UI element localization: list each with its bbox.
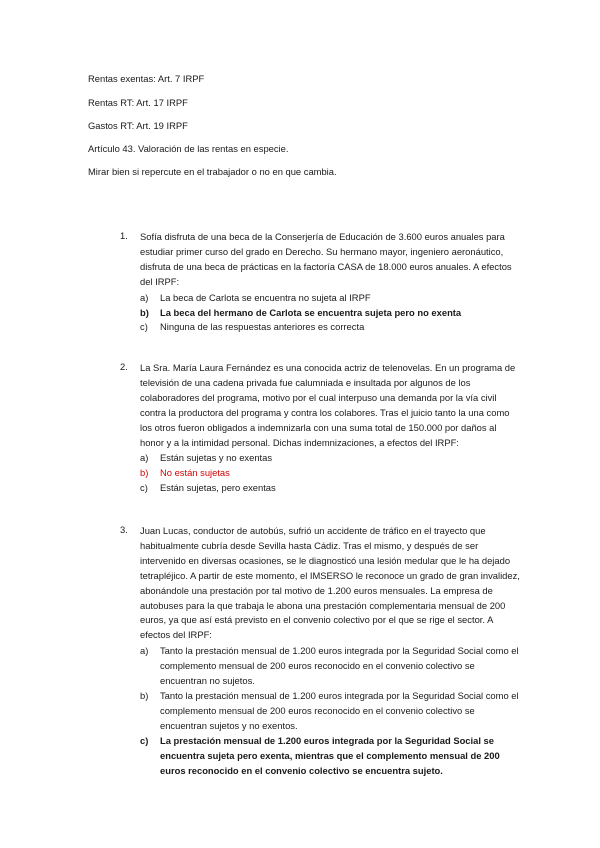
question-text: Juan Lucas, conductor de autobús, sufrió un accidente de tráfico en el trayecto que habitualmente cubría desde Sevilla hasta Cádiz. Tras el mismo, y después de ser intervenido en diversas ocasiones, se le diagnosticó una lesión medular que le ha dejado tetrapléjico. A partir de este momento, el IMSERSO le reconoce un grado de gran invalidez, abonándole una prestación por tal motivo de 1.200 euros mensuales. La empresa de autobuses para la que trabaja le abona una prestación complementaria mensual de 200 euros, ya que así está previsto en el convenio colectivo por el que se rige el sector. A efectos del IRPF: bbox=[140, 525, 520, 641]
option-a bbox=[140, 451, 520, 466]
question-2 bbox=[120, 361, 520, 496]
option-a bbox=[140, 644, 520, 689]
question-number: 3. bbox=[120, 524, 128, 535]
option-letter: a) bbox=[140, 645, 149, 657]
option-letter: a) bbox=[140, 291, 149, 303]
option-text: Están sujetas, pero exentas bbox=[160, 482, 276, 494]
option-text: La beca de Carlota se encuentra no sujeta al IRPF bbox=[160, 291, 371, 303]
note-rentas-exentas: Rentas exentas: Art. 7 IRPF bbox=[88, 73, 205, 84]
option-text: La prestación mensual de 1.200 euros integrada por la Seguridad Social se encuentra sujeta pero exenta, mientras que el complemento mensual de 200 euros reconocido en el convenio colectivo se encuentra sujeto. bbox=[160, 734, 500, 776]
option-b-highlighted bbox=[140, 466, 520, 481]
question-1 bbox=[120, 230, 520, 335]
option-a bbox=[140, 291, 520, 306]
option-text: Ninguna de las respuestas anteriores es correcta bbox=[160, 321, 365, 333]
answer-options bbox=[140, 291, 520, 336]
answer-options bbox=[140, 451, 520, 496]
note-articulo-43: Artículo 43. Valoración de las rentas en especie. bbox=[88, 143, 289, 154]
note-rentas-rt: Rentas RT: Art. 17 IRPF bbox=[88, 97, 188, 108]
option-letter: c) bbox=[140, 482, 148, 494]
question-number: 2. bbox=[120, 361, 128, 372]
note-gastos-rt: Gastos RT: Art. 19 IRPF bbox=[88, 120, 188, 131]
option-c-selected bbox=[140, 734, 520, 779]
option-c bbox=[140, 481, 520, 496]
option-text: La beca del hermano de Carlota se encuentra sujeta pero no exenta bbox=[160, 306, 462, 318]
option-text: Tanto la prestación mensual de 1.200 euros integrada por la Seguridad Social como el complemento mensual de 200 euros reconocido en el convenio colectivo se encuentran sujetos y no exentos. bbox=[160, 689, 519, 731]
option-letter: b) bbox=[140, 689, 149, 701]
option-b bbox=[140, 689, 520, 734]
option-letter: b) bbox=[140, 306, 149, 318]
question-number: 1. bbox=[120, 230, 128, 241]
option-text: No están sujetas bbox=[160, 467, 230, 479]
answer-options bbox=[140, 644, 520, 778]
question-text: Sofía disfruta de una beca de la Conserjería de Educación de 3.600 euros anuales para estudiar primer curso del grado en Derecho. Su hermano mayor, ingeniero aeronáutico, disfruta de una beca de prácticas en la factoría CASA de 18.000 euros anuales. A efectos del IRPF: bbox=[140, 231, 512, 287]
option-letter: b) bbox=[140, 467, 149, 479]
option-text: Están sujetas y no exentas bbox=[160, 452, 273, 464]
option-letter: c) bbox=[140, 734, 149, 746]
option-c bbox=[140, 320, 520, 335]
option-letter: a) bbox=[140, 452, 149, 464]
option-b-selected bbox=[140, 306, 520, 321]
option-letter: c) bbox=[140, 321, 148, 333]
option-text: Tanto la prestación mensual de 1.200 euros integrada por la Seguridad Social como el complemento mensual de 200 euros reconocido en el convenio colectivo se encuentran no sujetos. bbox=[160, 645, 519, 687]
question-text: La Sra. María Laura Fernández es una conocida actriz de telenovelas. En un programa de televisión de una cadena privada fue calumniada e insultada por algunos de los colaboradores del programa, motivo por el cual interpuso una demanda por la vía civil contra la productora del programa y contra los colabores. Tras el juicio tanto la una como los otros fueron obligados a indemnizarla con una suma total de 150.000 por daños al honor y a la intimidad personal. Dichas indemnizaciones, a efectos del IRPF: bbox=[140, 362, 516, 448]
question-3 bbox=[120, 524, 520, 778]
note-mirar-bien: Mirar bien si repercute en el trabajador o no en que cambia. bbox=[88, 166, 337, 177]
